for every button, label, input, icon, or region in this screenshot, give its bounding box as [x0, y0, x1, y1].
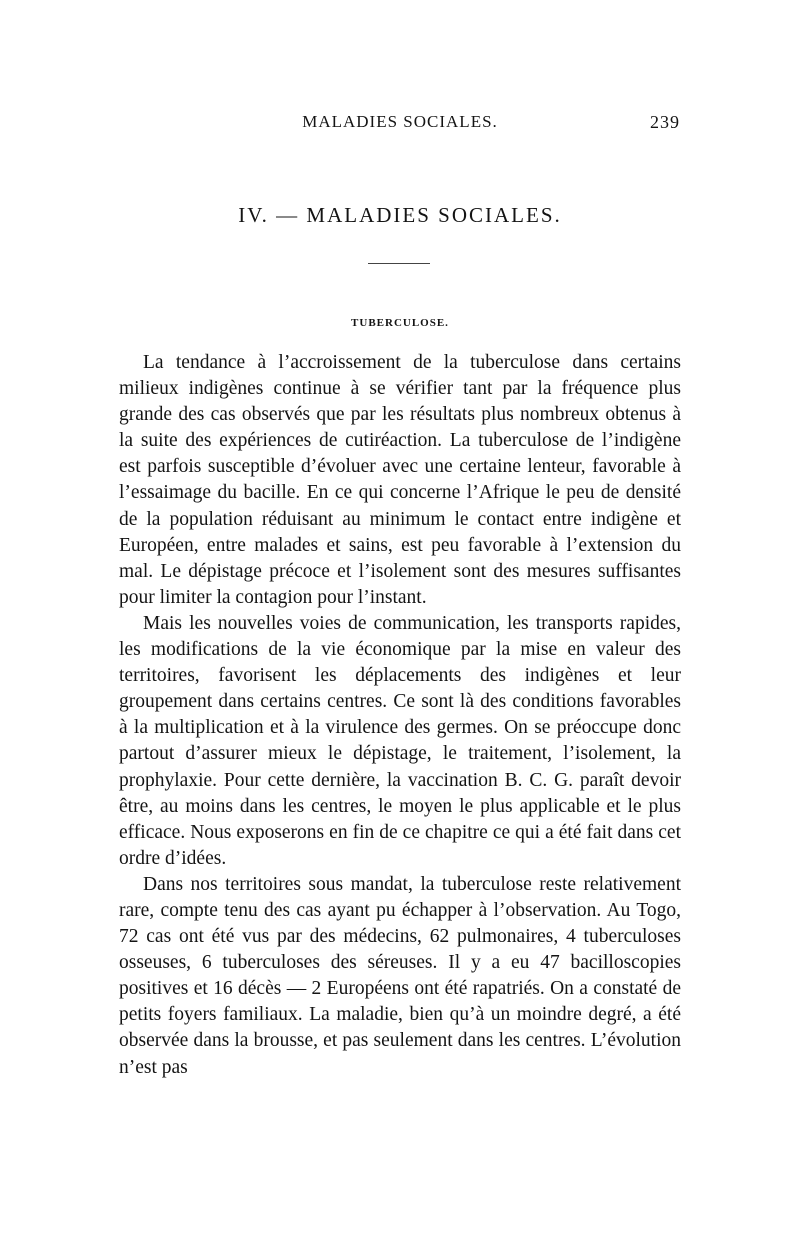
section-divider [368, 263, 430, 264]
paragraph: La tendance à l’accroissement de la tuberculose dans certains milieux indigènes continue à se vérifier tant par la fréquence plus grande des cas observés que par les résultats plus nombreux obtenus à la suite des expériences de cutiréaction. La tuberculose de l’indigène est parfois susceptible d’évoluer avec une certaine lenteur, favorable à l’essaimage du bacille. En ce qui concerne l’Afrique le peu de densité de la population réduisant au minimum le contact entre indigène et Européen, entre malades et sains, est peu favorable à l’extension du mal. Le dépistage précoce et l’isolement sont des mesures suffisantes pour limiter la contagion pour l’instant. [119, 352, 681, 608]
page-number: 239 [650, 112, 680, 132]
running-title: MALADIES SOCIALES. [302, 112, 498, 131]
paragraph: Dans nos territoires sous mandat, la tuberculose reste relativement rare, compte tenu des cas ayant pu échapper à l’observation. Au Togo, 72 cas ont été vus par des médecins, 62 pulmonaires, 4 tuberculoses osseuses, 6 tuberculoses des séreuses. Il y a eu 47 bacilloscopies positives et 16 décès — 2 Européens ont été rapatriés. On a constaté de petits foyers familiaux. La maladie, bien qu’à un moindre degré, a été observée dans la brousse, et pas seulement dans les centres. L’évolution n’est pas [119, 873, 681, 1078]
section-title: IV. — MALADIES SOCIALES. [238, 203, 562, 227]
paragraph: Mais les nouvelles voies de communication, les transports rapides, les modifications de la vie économique par la mise en valeur des territoires, favorisent les déplacements des indigènes et leur groupement dans certains centres. Ce sont là des conditions favorables à la multiplication et à la virulence des germes. On se préoccupe donc partout d’assurer mieux le dépistage, le traitement, l’isolement, la prophylaxie. Pour cette dernière, la vaccination B. C. G. paraît devoir être, au moins dans les centres, le moyen le plus applicable et le plus efficace. Nous exposerons en fin de ce chapitre ce qui a été fait dans cet ordre d’idées. [119, 612, 681, 869]
body-text [119, 350, 681, 1081]
subsection-title: TUBERCULOSE. [351, 317, 449, 329]
running-header [120, 112, 680, 138]
